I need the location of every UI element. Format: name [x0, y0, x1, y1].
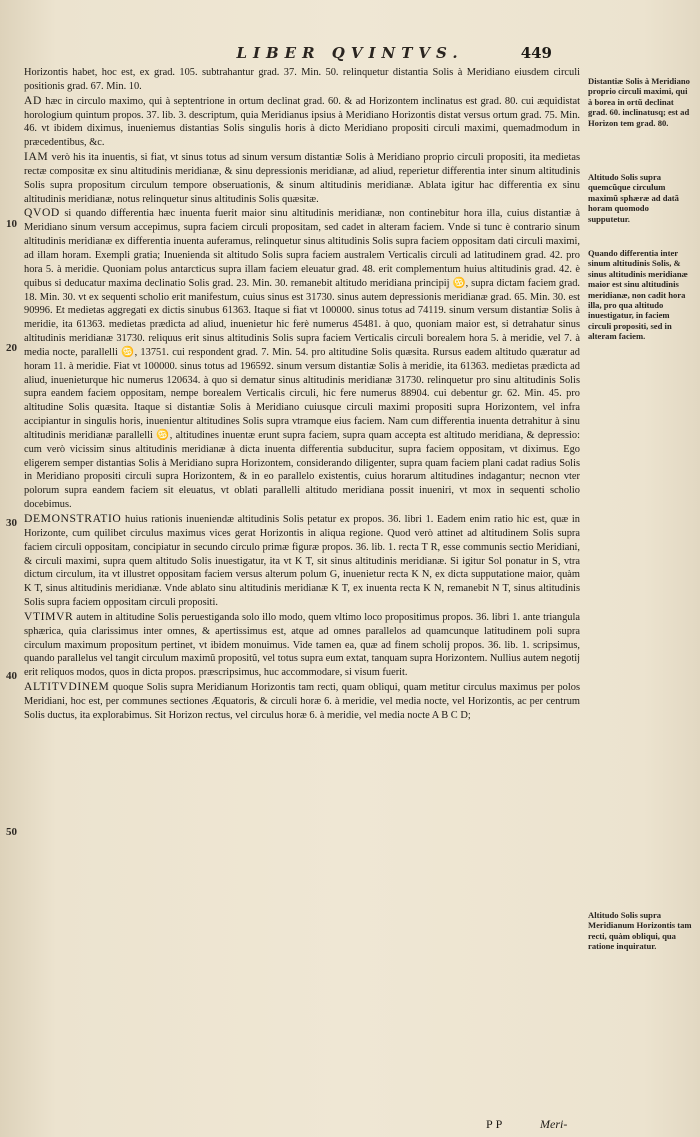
page-number: 449 — [520, 44, 552, 62]
paragraph-lead: VTIMVR — [24, 609, 74, 623]
paragraph — [24, 206, 580, 512]
paragraph-text: huius rationis inueniendæ altitudinis Solis petatur ex propos. 36. libri 1. Eadem enim ratio hic est, quæ in Horizonte, cum quilibet circulus maximus vices gerat Horizontis in aliqua regione. Quod verò attinet ad altitudinem Solis supra faciem circuli oppositam, concipiatur in secundo circulo primæ figuræ propos. 36. lib. 1. recta T R, esse communis sectio Meridiani, & circuli maximi, supra quem altitudo Solis inuestigatur, ita vt K T, sit sinus altitudinis meridianæ. Si igitur Sol ponatur in S, vtra dictum circulum, ita vt illustret oppositam faciem versus alterum polum G, inuenietur recta K N, ex dicta supputatione maior, quàm K T, sinus altitudinis meridianæ. Vnde ablato sinu altitudinis meridianæ K T, ex inuenta recta K N, remanebit N T, sinus altitudinis Solis supra faciem oppositam circuli propositi. — [24, 514, 580, 609]
running-title: LIBER QVINTVS. — [236, 44, 464, 62]
paragraph — [24, 680, 580, 723]
line-number: 50 — [6, 826, 17, 838]
margin-note: Altitudo Solis supra quemcũque circulum maximũ sphæræ ad datã horam quomodo supputetur. — [588, 172, 679, 224]
paragraph — [24, 512, 580, 610]
paragraph-lead: DEMONSTRATIO — [24, 512, 122, 525]
paragraph-lead: IAM — [24, 150, 49, 164]
margin-note: Quando differentia inter sinum altitudinis Solis, & sinus altitudinis meridianæ maior est sinu altitudinis meridianæ, non cadit hora illa, pro qua altitudo inuestigatur, in faciem circuli propositi, sed in alteram faciem. — [588, 248, 688, 342]
paragraph-text: autem in altitudine Solis peruestiganda solo illo modo, quem vltimo loco propositimus propos. 36. libri 1. ante triangula sphærica, quia clarissimus inter omnes, & apertissimus est, atque ad omnes parallelos ad quamcunque latitudinem poli supra circulum maximum propositum pertinet, vt ibidem monuimus. Vide tamen ea, quæ ad finem scholij propos. 36. lib. 1. scripsimus, quando parallelus vel tangit circulum maximũ propositũ, vel totus supra eum extat, tanquam supra Horizontem. Nullius autem negotij erit reliquos modos, quos in dicta propos. præscripsimus, huc accommodare, si visum fuerit. — [24, 611, 580, 679]
catchword: Meri- — [540, 1117, 568, 1131]
line-number: 30 — [6, 517, 17, 529]
paragraph-text: verò his ita inuentis, si fiat, vt sinus totus ad sinum versum distantiæ Solis à Meridiano proprio circuli propositi, ita medietas rectæ compositæ ex sinu altitudinis meridianæ, & sinu depressionis meridianæ, ad aliud, reperietur differentia inter sinum altitudinis Solis supra propositum circulum tempore obseruationis, & sinum altitudinis meridianæ. Ablata igitur hac differentia ex sinu altitudinis meridianæ, notus relinquetur sinus altitudinis Solis quæsitæ. — [24, 152, 580, 205]
paragraph — [24, 610, 580, 680]
paragraph — [24, 66, 580, 94]
line-number: 10 — [6, 218, 17, 230]
paragraph — [24, 150, 580, 206]
margin-note: Distantiæ Solis à Meridiano proprio circuli maximi, qui à borea in ortũ declinat grad. 60. inclinatusq; est ad Horizon tem grad. 80. — [588, 76, 690, 128]
paragraph — [24, 94, 580, 150]
paragraph-text: quoque Solis supra Meridianum Horizontis tam recti, quam obliqui, quam metitur circulus maximus per polos Meridiani, hoc est, per communes sectiones Æquatoris, & circuli horæ 6. à meridie, vel media nocte, vel Horizontis, ac per centrum Solis ductus, ita explorabimus. Sit Horizon rectus, vel circulus horæ 6. à meridie, vel media nocte A B C D; — [24, 682, 580, 721]
signature-mark: PP — [486, 1117, 506, 1131]
line-number: 40 — [6, 670, 17, 682]
paragraph-text: si quando differentia hæc inuenta fuerit maior sinu altitudinis meridianæ, non continebitur hora illa, cuius distantiæ à Meridiano sinum versum accepimus, supra faciem circuli propositam, sed cadet in alteram faciem. Vnde si tunc è contrario sinum altitudinis meridianæ ex differentia inuenta auferamus, relinquetur sinus altitudinis Solis supra faciem oppositam dati circuli maximi, ad illam horam. Exempli gratia; Inuenienda sit altitudo Solis supra faciem australem Verticalis circuli ad latitudinem grad. 42. pro hora 5. à meridie. Quoniam polus antarcticus supra illam faciem eleuatur grad. 48. erit complementum huius altitudinis grad. 42. è quibus si deducatur maxima declinatio Solis grad. 23. Min. 30. remanebit altitudo meridiana principij ♋, supra dictam faciem grad. 18. Min. 30. vt ex sequenti scholio erit manifestum, cuius sinus est 31730. sinus autem depressionis meridianæ grad. 65. Min. 30. est 90996. Et medietas aggregati ex dictis sinubus 61363. Itaque si fiat vt 100000. sinus totus ad 74119. sinum versum distantiæ Solis à meridie, ita 61363. medietas prædicta ad aliud, inuenietur hic ferè numerus 45481. à quo, quoniam maior est, si detrahatur sinus altitudinis meridianæ 31730. reliquus erit sinus altitudinis Solis supra faciem Verticalis circuli borealem hora 5. à meridie, vel 7. à media nocte, parallelli ♋, 13751. cui respondent grad. 7. Min. 54. pro altitudine Solis quæsita. Rursus eadem altitudo quæratur ad horam 11. à meridie. Fiat vt 100000. sinus totus ad 196592. sinum versum distantiæ Solis à meridie, ita 61363. medietas prædicta ad aliud, inuenieturque hic numerus 120634. à quo si dematur sinus altitudinis meridianæ 31730. relinquetur pro sinu altitudinis Solis supra eandem faciem oppositam, nempe borealem Verticalis circuli, hic fere numerus 88904. cui debentur gr. 62. Min. 45. pro altitudine Solis quæsita. Itaque si distantiæ Solis à Meridiano cuiusque circuli maximi propositi supra Horizontem, vel infra accipiantur in singulis horis, inuenientur altitudines Solis supra vtramque eius faciem. Nam cum differentia inuenta detrahitur à sinu altitudinis meridianæ parallelli ♋, altitudines inuentæ erunt supra faciem, supra quam accepta est altitudo meridiana, & depressio: cum verò vicissim sinus altitudinis meridianæ à dicta inuenta differentia subducitur, supra faciem oppositam, vt diximus. Ego eligerem semper distantias Solis à Meridiano supra Horizontem, considerando diligenter, supra quam faciem plani cadat radius Solis in Meridiano propositi circuli supra Horizontem, & in eo parallelo existentis, cuius horarum altitudines indagantur; necnon vter polorum supra eandem faciem sit eleuatus, vt oblati parallelli altitudo meridiana possit inueniri, vt mox in sequenti scholio docebimus. — [24, 208, 580, 511]
line-number: 20 — [6, 342, 17, 354]
paragraph-lead: ALTITVDINEM — [24, 680, 110, 694]
paragraph-lead: AD — [24, 93, 42, 107]
main-text-column — [24, 66, 580, 723]
paragraph-lead: QVOD — [24, 206, 60, 220]
margin-note: Altitudo Solis supra Meridianum Horizontis tam recti, quàm obliqui, qua ratione inquiratur. — [588, 910, 692, 952]
paragraph-text: Horizontis habet, hoc est, ex grad. 105. subtrahantur grad. 37. Min. 50. relinquetur distantia Solis à Meridiano eiusdem circuli positionis grad. 67. Min. 10. — [24, 67, 580, 92]
paragraph-text: hæc in circulo maximo, qui à septentrione in ortum declinat grad. 60. & ad Horizontem inclinatus est grad. 80. cui æquidistat horologium quintum propos. 37. lib. 3. descriptum, quia Meridianus ipsius à Meridiano Horizontis distat versus ortum grad. 75. Min. 46. vt ibidem diximus, inueniemus distantias Solis singulis horis à dicto Meridiano propositi circuli maximi, quemadmodum in præcedentibus, &c. — [24, 95, 580, 149]
